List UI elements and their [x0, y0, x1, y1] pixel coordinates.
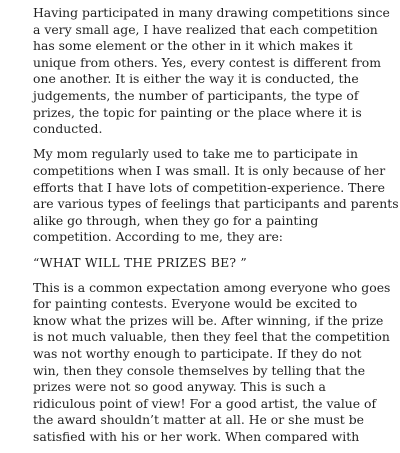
text-line: alike go through, when they go for a painting [33, 212, 319, 228]
text-line: the award shouldn’t matter at all. He or she must be [33, 412, 364, 428]
text-line: prizes were not so good anyway. This is such a [33, 379, 326, 395]
paragraph-3 [33, 279, 391, 446]
text-line: a very small age, I have realized that each competition [33, 21, 378, 37]
text-line: are various types of feelings that participants and parents [33, 196, 399, 212]
text-line: ridiculous point of view! For a good artist, the value of [33, 395, 377, 411]
text-line: know what the prizes will be. After winning, if the prize [33, 312, 384, 328]
text-line: This is a common expectation among everyone who goes [33, 279, 391, 295]
text-line: for painting contests. Everyone would be excited to [33, 296, 358, 312]
paragraph-gap [33, 138, 385, 147]
paragraph-gap [33, 271, 385, 280]
text-line: competition. According to me, they are: [33, 229, 283, 245]
text-line: competitions when I was small. It is only because of her [33, 162, 386, 178]
paragraph-2 [33, 146, 399, 246]
text-line: is not much valuable, then they feel that the competition [33, 329, 390, 345]
paragraph-1 [33, 5, 390, 138]
text-line: conducted. [33, 121, 103, 137]
section-heading: “WHAT WILL THE PRIZES BE? ” [33, 254, 247, 270]
text-line: prizes, the topic for painting or the place where it is [33, 104, 362, 120]
text-line: judgements, the number of participants, the type of [33, 87, 359, 103]
document-page [33, 5, 399, 446]
text-line: win, then they console themselves by telling that the [33, 362, 366, 378]
text-line: My mom regularly used to take me to participate in [33, 146, 358, 162]
text-line: satisfied with his or her work. When compared with [33, 429, 360, 445]
text-line: has some element or the other in it which makes it [33, 38, 353, 54]
text-line: efforts that I have lots of competition-experience. There [33, 179, 385, 195]
text-line: unique from others. Yes, every contest is different from [33, 54, 382, 70]
paragraph-gap [33, 246, 385, 255]
text-line: Having participated in many drawing competitions since [33, 5, 390, 20]
text-line: was not worthy enough to participate. If they do not [33, 346, 362, 362]
text-line: one another. It is either the way it is conducted, the [33, 71, 359, 87]
